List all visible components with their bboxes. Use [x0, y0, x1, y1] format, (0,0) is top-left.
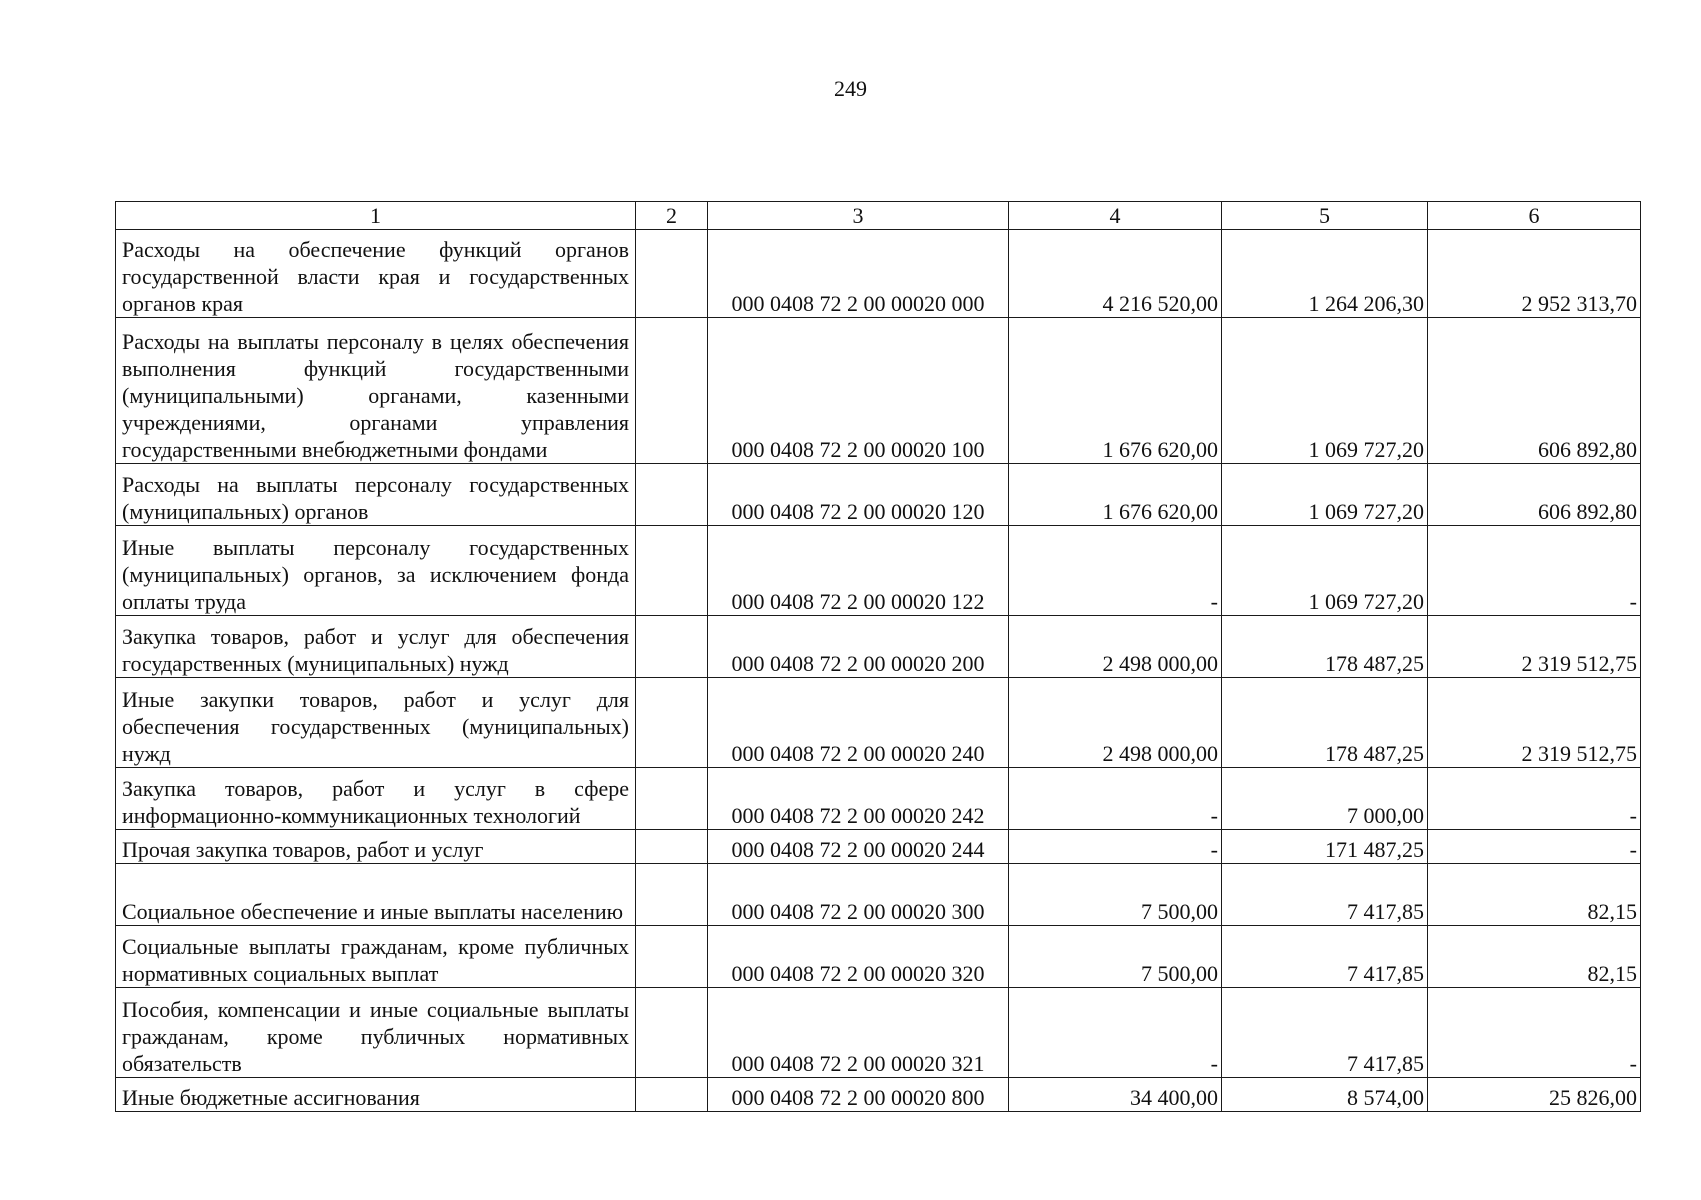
budget-code: 000 0408 72 2 00 00020 242: [708, 768, 1009, 830]
unexecuted-amount: 82,15: [1428, 864, 1641, 926]
column-2-cell: [636, 1078, 708, 1112]
table-row: [116, 926, 1641, 988]
unexecuted-amount: 2 952 313,70: [1428, 230, 1641, 318]
table-row: [116, 464, 1641, 526]
expense-name: Социальные выплаты гражданам, кроме публичных нормативных социальных выплат: [116, 926, 636, 988]
table-row: [116, 830, 1641, 864]
budget-code: 000 0408 72 2 00 00020 240: [708, 678, 1009, 768]
approved-amount: 2 498 000,00: [1009, 616, 1222, 678]
approved-amount: -: [1009, 526, 1222, 616]
budget-code: 000 0408 72 2 00 00020 120: [708, 464, 1009, 526]
expense-name: Расходы на выплаты персоналу в целях обеспечения выполнения функций государственными (муниципальными) органами, казенными учреждениями, органами управления государственными внебюджетными фондами: [116, 318, 636, 464]
unexecuted-amount: 2 319 512,75: [1428, 678, 1641, 768]
approved-amount: 2 498 000,00: [1009, 678, 1222, 768]
column-header-3: 3: [708, 202, 1009, 230]
table-row: [116, 318, 1641, 464]
executed-amount: 178 487,25: [1222, 616, 1428, 678]
budget-code: 000 0408 72 2 00 00020 321: [708, 988, 1009, 1078]
approved-amount: 34 400,00: [1009, 1078, 1222, 1112]
column-2-cell: [636, 318, 708, 464]
expense-name: Расходы на обеспечение функций органов государственной власти края и государственных органов края: [116, 230, 636, 318]
column-header-6: 6: [1428, 202, 1641, 230]
unexecuted-amount: -: [1428, 768, 1641, 830]
expense-name: Расходы на выплаты персоналу государственных (муниципальных) органов: [116, 464, 636, 526]
unexecuted-amount: -: [1428, 526, 1641, 616]
expense-name: Иные бюджетные ассигнования: [116, 1078, 636, 1112]
approved-amount: -: [1009, 988, 1222, 1078]
expense-name: Иные выплаты персоналу государственных (муниципальных) органов, за исключением фонда оплаты труда: [116, 526, 636, 616]
budget-code: 000 0408 72 2 00 00020 244: [708, 830, 1009, 864]
column-2-cell: [636, 830, 708, 864]
header-row: [116, 202, 1641, 230]
column-header-1: 1: [116, 202, 636, 230]
expense-name: Прочая закупка товаров, работ и услуг: [116, 830, 636, 864]
approved-amount: 7 500,00: [1009, 864, 1222, 926]
expense-name: Социальное обеспечение и иные выплаты населению: [116, 864, 636, 926]
budget-code: 000 0408 72 2 00 00020 300: [708, 864, 1009, 926]
executed-amount: 178 487,25: [1222, 678, 1428, 768]
unexecuted-amount: 2 319 512,75: [1428, 616, 1641, 678]
column-2-cell: [636, 464, 708, 526]
table-row: [116, 526, 1641, 616]
table-row: [116, 230, 1641, 318]
column-2-cell: [636, 864, 708, 926]
unexecuted-amount: -: [1428, 830, 1641, 864]
budget-code: 000 0408 72 2 00 00020 800: [708, 1078, 1009, 1112]
column-2-cell: [636, 616, 708, 678]
executed-amount: 1 069 727,20: [1222, 318, 1428, 464]
expense-name: Закупка товаров, работ и услуг для обеспечения государственных (муниципальных) нужд: [116, 616, 636, 678]
expense-name: Пособия, компенсации и иные социальные выплаты гражданам, кроме публичных нормативных обязательств: [116, 988, 636, 1078]
column-2-cell: [636, 678, 708, 768]
column-header-2: 2: [636, 202, 708, 230]
unexecuted-amount: 25 826,00: [1428, 1078, 1641, 1112]
table-row: [116, 988, 1641, 1078]
executed-amount: 7 000,00: [1222, 768, 1428, 830]
executed-amount: 1 069 727,20: [1222, 464, 1428, 526]
budget-code: 000 0408 72 2 00 00020 100: [708, 318, 1009, 464]
budget-code: 000 0408 72 2 00 00020 200: [708, 616, 1009, 678]
unexecuted-amount: 606 892,80: [1428, 464, 1641, 526]
budget-execution-table: [115, 201, 1641, 1112]
budget-code: 000 0408 72 2 00 00020 320: [708, 926, 1009, 988]
expense-name: Закупка товаров, работ и услуг в сфере информационно-коммуникационных технологий: [116, 768, 636, 830]
executed-amount: 7 417,85: [1222, 864, 1428, 926]
table-row: [116, 1078, 1641, 1112]
approved-amount: 1 676 620,00: [1009, 464, 1222, 526]
column-header-5: 5: [1222, 202, 1428, 230]
approved-amount: 7 500,00: [1009, 926, 1222, 988]
unexecuted-amount: 82,15: [1428, 926, 1641, 988]
column-2-cell: [636, 230, 708, 318]
budget-code: 000 0408 72 2 00 00020 000: [708, 230, 1009, 318]
approved-amount: 1 676 620,00: [1009, 318, 1222, 464]
expense-name: Иные закупки товаров, работ и услуг для обеспечения государственных (муниципальных) нужд: [116, 678, 636, 768]
column-2-cell: [636, 768, 708, 830]
unexecuted-amount: -: [1428, 988, 1641, 1078]
approved-amount: -: [1009, 830, 1222, 864]
column-header-4: 4: [1009, 202, 1222, 230]
table-row: [116, 864, 1641, 926]
column-2-cell: [636, 926, 708, 988]
executed-amount: 1 069 727,20: [1222, 526, 1428, 616]
approved-amount: -: [1009, 768, 1222, 830]
table-row: [116, 678, 1641, 768]
executed-amount: 8 574,00: [1222, 1078, 1428, 1112]
approved-amount: 4 216 520,00: [1009, 230, 1222, 318]
executed-amount: 1 264 206,30: [1222, 230, 1428, 318]
table-row: [116, 768, 1641, 830]
table-row: [116, 616, 1641, 678]
executed-amount: 7 417,85: [1222, 926, 1428, 988]
budget-code: 000 0408 72 2 00 00020 122: [708, 526, 1009, 616]
column-2-cell: [636, 988, 708, 1078]
page-number: 249: [834, 76, 867, 101]
unexecuted-amount: 606 892,80: [1428, 318, 1641, 464]
executed-amount: 171 487,25: [1222, 830, 1428, 864]
column-2-cell: [636, 526, 708, 616]
executed-amount: 7 417,85: [1222, 988, 1428, 1078]
